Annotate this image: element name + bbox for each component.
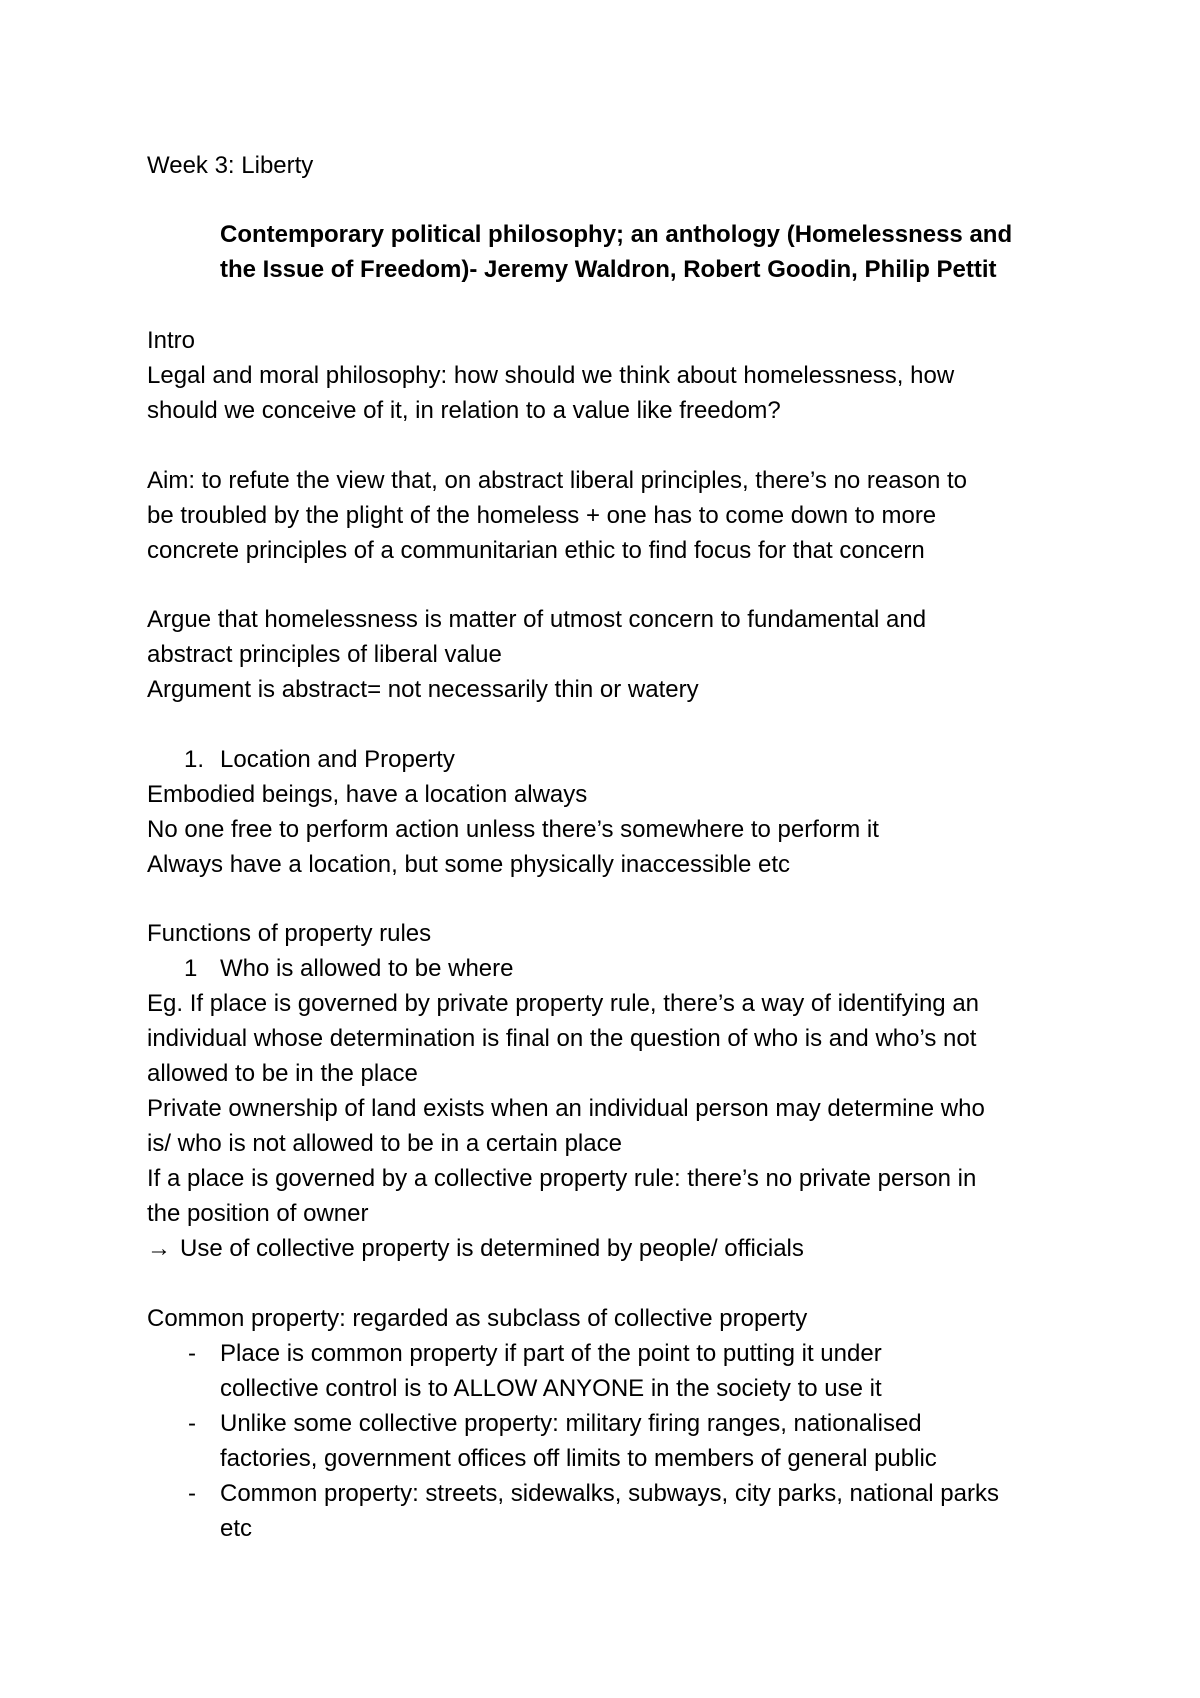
bullet-1-line-2: collective control is to ALLOW ANYONE in the society to use it — [220, 1375, 882, 1402]
argue-line-2: abstract principles of liberal value — [147, 641, 502, 668]
common-title: Common property: regarded as subclass of collective property — [147, 1305, 808, 1332]
functions-line-7: the position of owner — [147, 1200, 369, 1227]
intro-line-2: should we conceive of it, in relation to a value like freedom? — [147, 397, 781, 424]
argue-line-1: Argue that homelessness is matter of utmost concern to fundamental and — [147, 606, 927, 633]
functions-line-2: individual whose determination is final on the question of who is and who’s not — [147, 1025, 977, 1052]
reference-line-1: Contemporary political philosophy; an anthology (Homelessness and — [220, 221, 1013, 248]
functions-line-4: Private ownership of land exists when an individual person may determine who — [147, 1095, 985, 1122]
intro-line-1: Legal and moral philosophy: how should we think about homelessness, how — [147, 362, 955, 389]
section-title: Location and Property — [220, 746, 455, 773]
argue-line-3: Argument is abstract= not necessarily thin or watery — [147, 676, 699, 703]
functions-line-6: If a place is governed by a collective property rule: there’s no private person in — [147, 1165, 977, 1192]
functions-item-text: Who is allowed to be where — [220, 955, 514, 982]
functions-item-number: 1 — [184, 955, 198, 982]
aim-line-2: be troubled by the plight of the homeless + one has to come down to more — [147, 502, 937, 529]
section-line-1: Embodied beings, have a location always — [147, 781, 588, 808]
page-heading: Week 3: Liberty — [147, 152, 314, 179]
aim-line-3: concrete principles of a communitarian ethic to find focus for that concern — [147, 537, 925, 564]
section-number: 1. — [184, 746, 205, 773]
bullet-2-line-2: factories, government offices off limits to members of general public — [220, 1445, 937, 1472]
reference-line-2: the Issue of Freedom)- Jeremy Waldron, Robert Goodin, Philip Pettit — [220, 256, 997, 283]
functions-title: Functions of property rules — [147, 920, 432, 947]
bullet-1-line-1: Place is common property if part of the point to putting it under — [220, 1340, 882, 1367]
bullet-dash: - — [188, 1410, 196, 1437]
bullet-dash: - — [188, 1340, 196, 1367]
bullet-3-line-1: Common property: streets, sidewalks, subways, city parks, national parks — [220, 1480, 999, 1507]
section-line-2: No one free to perform action unless there’s somewhere to perform it — [147, 816, 879, 843]
arrow-icon: → — [147, 1235, 171, 1262]
bullet-2-line-1: Unlike some collective property: military firing ranges, nationalised — [220, 1410, 922, 1437]
functions-line-3: allowed to be in the place — [147, 1060, 418, 1087]
section-line-3: Always have a location, but some physically inaccessible etc — [147, 851, 790, 878]
functions-line-8: Use of collective property is determined by people/ officials — [180, 1235, 804, 1262]
intro-title: Intro — [147, 327, 196, 354]
bullet-dash: - — [188, 1480, 196, 1507]
bullet-3-line-2: etc — [220, 1515, 253, 1542]
functions-line-1: Eg. If place is governed by private property rule, there’s a way of identifying an — [147, 990, 980, 1017]
aim-line-1: Aim: to refute the view that, on abstract liberal principles, there’s no reason to — [147, 467, 967, 494]
functions-line-5: is/ who is not allowed to be in a certain place — [147, 1130, 622, 1157]
